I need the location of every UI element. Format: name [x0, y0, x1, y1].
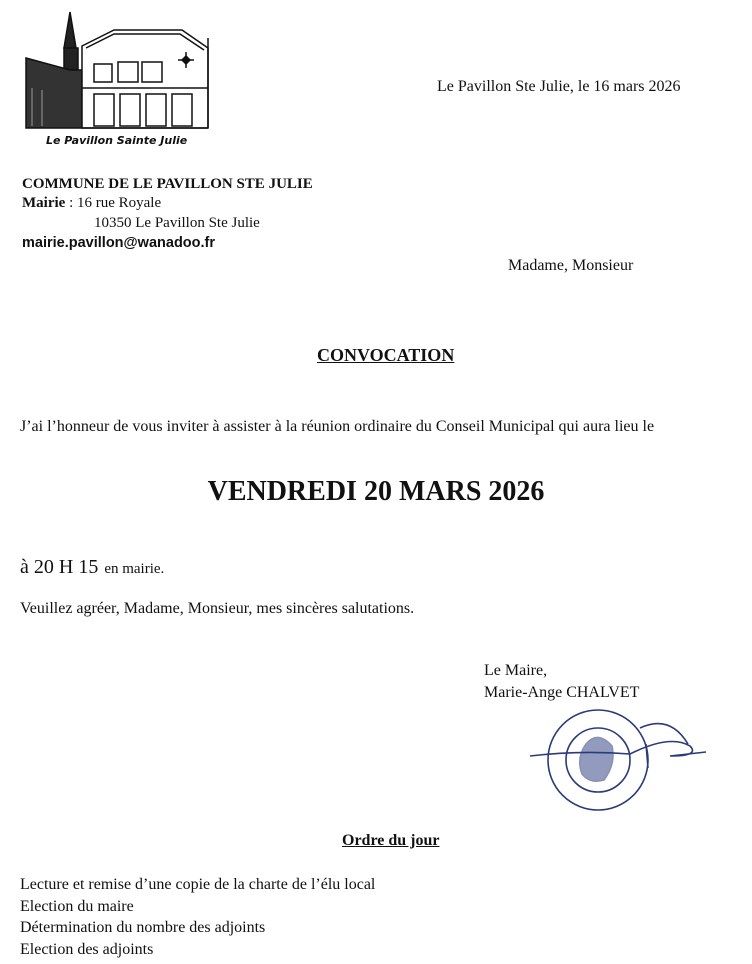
- place-date: Le Pavillon Ste Julie, le 16 mars 2026: [437, 78, 681, 95]
- agenda-item: Lecture et remise d’une copie de la charte de l’élu local: [20, 876, 376, 893]
- address-street: : 16 rue Royale: [65, 195, 162, 211]
- meeting-date: VENDREDI 20 MARS 2026: [207, 476, 545, 507]
- logo-caption: Le Pavillon Sainte Julie: [46, 134, 188, 147]
- mairie-stamp-icon: [520, 694, 720, 824]
- signatory-title: Le Maire,: [484, 662, 548, 679]
- document-title: CONVOCATION: [317, 345, 455, 365]
- meeting-time: [20, 556, 164, 579]
- recipient: Madame, Monsieur: [508, 257, 634, 274]
- agenda-item: Election du maire: [20, 897, 134, 915]
- agenda-heading: Ordre du jour: [342, 832, 440, 849]
- mairie-label: Mairie: [22, 195, 66, 211]
- agenda-item: Détermination du nombre des adjoints: [20, 919, 266, 936]
- agenda-list: [20, 874, 375, 960]
- agenda-item: Election des adjoints: [20, 940, 154, 958]
- closing-formula: Veuillez agréer, Madame, Monsieur, mes sincères salutations.: [20, 600, 415, 617]
- town-hall-drawing-icon: [22, 8, 212, 132]
- email-address[interactable]: mairie.pavillon@wanadoo.fr: [22, 235, 216, 251]
- signatory-name: Marie-Ange CHALVET: [484, 684, 640, 701]
- address-city: 10350 Le Pavillon Ste Julie: [94, 215, 260, 231]
- commune-name: COMMUNE DE LE PAVILLON STE JULIE: [22, 176, 313, 192]
- time-value: à 20 H 15: [20, 556, 99, 578]
- invitation-text: J’ai l’honneur de vous inviter à assister à la réunion ordinaire du Conseil Municipal qui aura lieu le: [20, 418, 655, 435]
- mairie-address: [22, 195, 161, 212]
- meeting-location: en mairie.: [104, 561, 165, 577]
